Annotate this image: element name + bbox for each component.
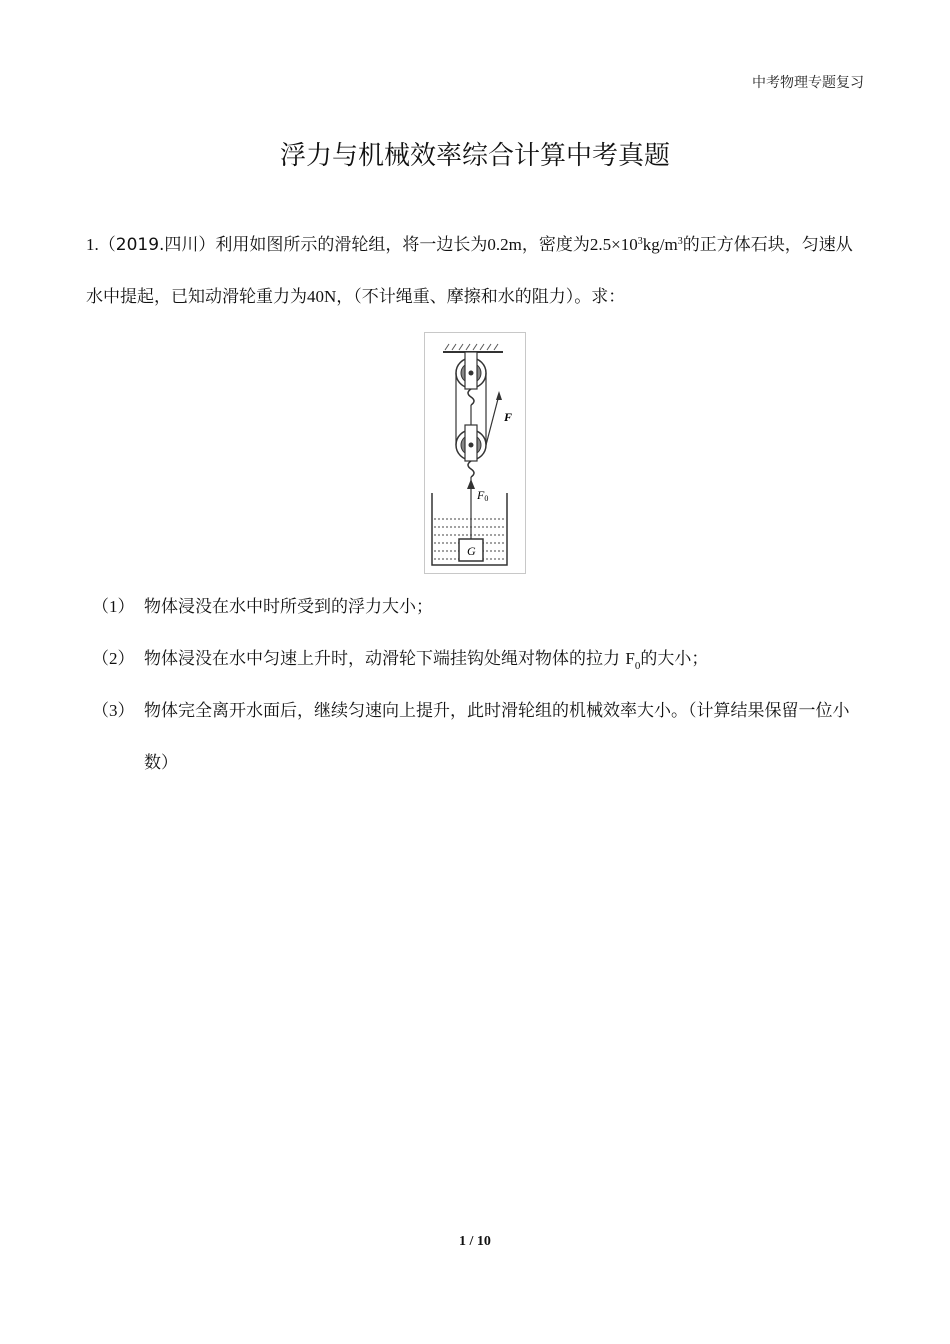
question-1	[92, 581, 872, 633]
pulley-weight: 40N	[307, 287, 337, 306]
density-base: 2.5×10	[589, 235, 638, 254]
problem-number: 1.	[86, 235, 99, 254]
density-exponent: 3	[637, 236, 643, 247]
question-2-text-a: 物体浸没在水中匀速上升时，动滑轮下端挂钩处绳对物体的拉力	[144, 649, 620, 669]
movable-pulley	[456, 425, 486, 461]
header-note: 中考物理专题复习	[752, 75, 864, 91]
problem-text-1: 利用如图所示的滑轮组，将一边长为	[215, 235, 488, 255]
question-2-number: （2）	[92, 649, 135, 668]
problem-statement	[86, 216, 866, 323]
pulley-diagram	[425, 333, 525, 573]
question-2-text	[144, 633, 866, 692]
problem-text-3: 的正方体石块，匀速从水中提起，已知动滑轮重力为	[86, 235, 853, 307]
density-value	[590, 235, 683, 254]
label-f0: F0	[477, 488, 489, 503]
page-title: 浮力与机械效率综合计算中考真题	[279, 141, 670, 171]
problem-text-4: ，（不计绳重、摩擦和水的阻力）。求：	[336, 287, 626, 307]
question-2-symbol: $F_0$	[625, 649, 641, 672]
question-3-number: （3）	[92, 701, 135, 720]
question-3	[92, 685, 872, 773]
question-2-text-b: 的大小；	[640, 649, 709, 669]
side-length: 0.2m	[487, 235, 522, 254]
question-1-text: 物体浸没在水中时所受到的浮力大小；	[144, 597, 433, 617]
pulley-figure	[424, 332, 526, 574]
problem-source: （2019.四川）	[98, 235, 216, 255]
problem-text-2: ，密度为	[521, 235, 590, 255]
density-unit: kg/m	[642, 235, 678, 254]
label-g: G	[467, 544, 476, 558]
page-number: 1 / 10	[459, 1234, 491, 1249]
question-3-text: 物体完全离开水面后，继续匀速向上提升，此时滑轮组的机械效率大小。（计算结果保留一位小数）	[144, 701, 850, 773]
label-f: F	[504, 410, 513, 424]
question-1-number: （1）	[92, 597, 135, 616]
density-unit-exponent: 3	[677, 236, 683, 247]
fixed-pulley	[456, 352, 486, 389]
question-2	[92, 633, 872, 685]
